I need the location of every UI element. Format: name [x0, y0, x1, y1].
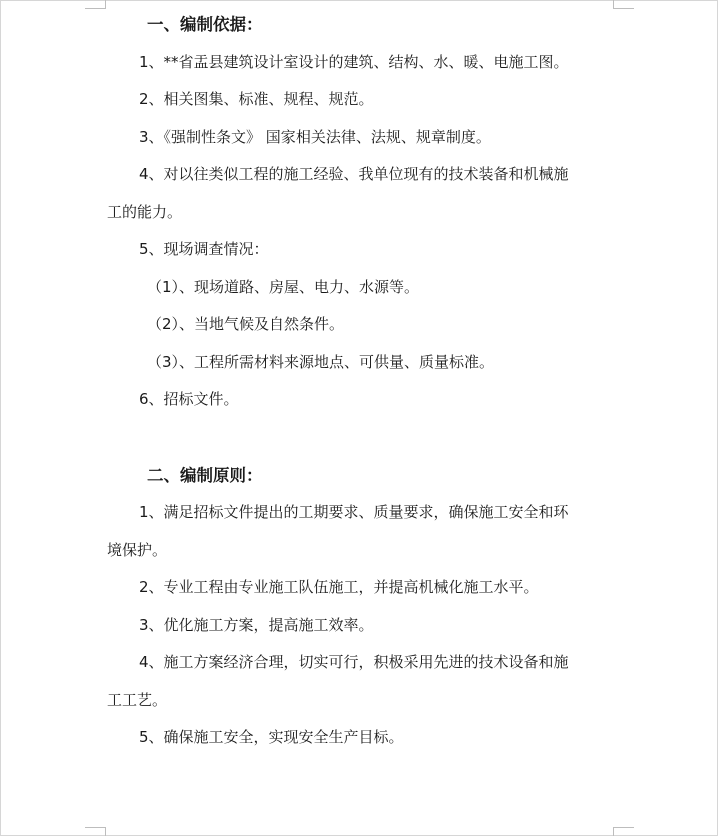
section1-item-4-line2: 工的能力。	[107, 202, 183, 221]
crop-mark-bottom-right	[613, 827, 634, 836]
section1-subitem-1: （1）、现场道路、房屋、电力、水源等。	[147, 277, 420, 296]
crop-mark-bottom-left	[85, 827, 106, 836]
document-body	[107, 6, 623, 757]
crop-mark-top-left	[85, 0, 106, 9]
section1-item-6: 6、招标文件。	[139, 390, 239, 408]
section2-item-1-line1: 1、满足招标文件提出的工期要求、质量要求，确保施工安全和环	[139, 503, 569, 521]
section1-item-5: 5、现场调查情况：	[139, 240, 269, 258]
section1-item-1: 1、**省盂县建筑设计室设计的建筑、结构、水、暖、电施工图。	[139, 52, 569, 71]
section-spacer	[107, 419, 623, 457]
section2-item-3: 3、优化施工方案，提高施工效率。	[139, 615, 374, 634]
section2-item-4-line1: 4、施工方案经济合理，切实可行，积极采用先进的技术设备和施	[139, 653, 569, 671]
section1-subitem-2: （2）、当地气候及自然条件。	[147, 315, 345, 333]
section1-item-4-line1: 4、对以往类似工程的施工经验、我单位现有的技术装备和机械施	[139, 165, 569, 183]
section2-item-5: 5、确保施工安全，实现安全生产目标。	[139, 728, 404, 746]
section1-heading: 一、编制依据：	[147, 15, 263, 34]
section1-item-3: 3、《强制性条文》 国家相关法律、法规、规章制度。	[139, 127, 491, 146]
section2-item-1-line2: 境保护。	[107, 540, 168, 559]
section2-heading: 二、编制原则：	[147, 465, 263, 485]
section1-subitem-3: （3）、工程所需材料来源地点、可供量、质量标准。	[147, 352, 495, 371]
section1-item-2: 2、相关图集、标准、规程、规范。	[139, 90, 374, 108]
section2-item-2: 2、专业工程由专业施工队伍施工，并提高机械化施工水平。	[139, 578, 539, 596]
section2-item-4-line2: 工工艺。	[107, 690, 168, 709]
